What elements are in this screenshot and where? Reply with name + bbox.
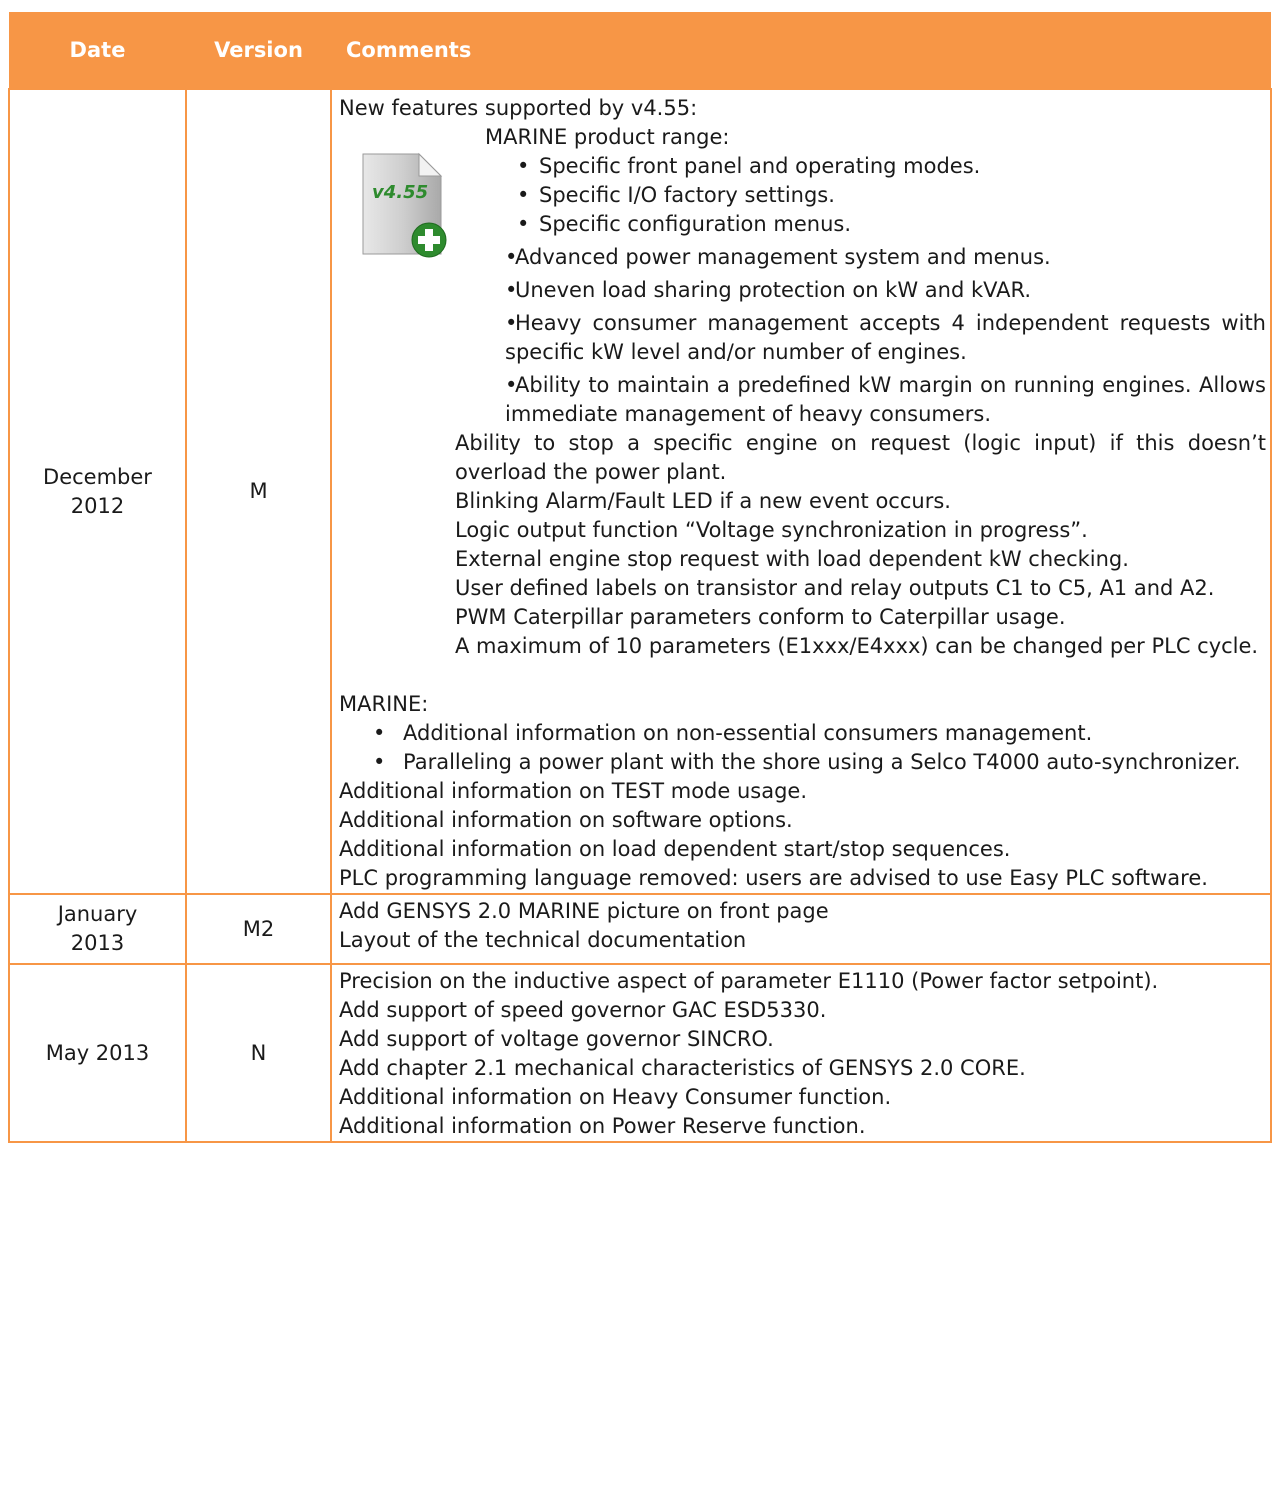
revision-history-table: [8, 12, 1272, 1143]
marine-title: MARINE:: [339, 692, 429, 716]
table-row: [9, 89, 1271, 894]
date-text: December 2012: [43, 464, 152, 518]
list-item: User defined labels on transistor and relay outputs C1 to C5, A1 and A2.: [455, 576, 1215, 600]
list-item: Logic output function “Voltage synchronization in progress”.: [455, 518, 1088, 542]
list-item: • Specific front panel and operating modes.: [517, 152, 1266, 181]
list-item: Add GENSYS 2.0 MARINE picture on front page: [339, 899, 829, 923]
list-item: Additional information on TEST mode usage.: [339, 779, 808, 803]
list-item: Add chapter 2.1 mechanical characteristics of GENSYS 2.0 CORE.: [339, 1056, 1026, 1080]
row-comments: [331, 89, 1271, 894]
list-item: •Advanced power management system and menus.: [505, 245, 1051, 269]
list-item: Add support of voltage governor SINCRO.: [339, 1027, 774, 1051]
list-item: Additional information on Power Reserve function.: [339, 1114, 866, 1138]
table-row: [9, 964, 1271, 1142]
marine-list: [339, 719, 1266, 777]
list-item: A maximum of 10 parameters (E1xxx/E4xxx) can be changed per PLC cycle.: [455, 634, 1259, 658]
list-item: • Specific configuration menus.: [517, 210, 1266, 239]
table-header-row: [9, 12, 1271, 89]
header-date: Date: [9, 12, 186, 89]
document-plus-icon: [355, 146, 455, 266]
list-item: Precision on the inductive aspect of parameter E1110 (Power factor setpoint).: [339, 969, 1159, 993]
list-item: PWM Caterpillar parameters conform to Caterpillar usage.: [455, 605, 1066, 629]
row-date: [9, 89, 186, 894]
list-item: • Additional information on non-essential consumers management.: [373, 719, 1266, 748]
list-item: • Paralleling a power plant with the shore using a Selco T4000 auto-synchronizer.: [373, 748, 1266, 777]
row-version: M: [186, 89, 331, 894]
intro-text: New features supported by v4.55:: [339, 96, 698, 120]
row-comments: [331, 964, 1271, 1142]
list-item: Additional information on Heavy Consumer function.: [339, 1085, 892, 1109]
list-item: • Specific I/O factory settings.: [517, 181, 1266, 210]
list-item: •Ability to maintain a predefined kW margin on running engines. Allows immediate management of heavy consumers.: [505, 373, 1266, 426]
list-item: Additional information on load dependent start/stop sequences.: [339, 837, 1011, 861]
list-item: Add support of speed governor GAC ESD5330.: [339, 998, 827, 1022]
list-item: •Uneven load sharing protection on kW and kVAR.: [505, 278, 1032, 302]
row-comments: [331, 894, 1271, 964]
list-item: Additional information on software options.: [339, 808, 793, 832]
header-version: Version: [186, 12, 331, 89]
tail-list: [339, 777, 1266, 893]
list-item: •Heavy consumer management accepts 4 independent requests with specific kW level and/or number of engines.: [505, 311, 1266, 364]
row-version: M2: [186, 894, 331, 964]
icon-version-label: v4.55: [372, 182, 429, 203]
row-date: [9, 894, 186, 964]
list-item: Ability to stop a specific engine on request (logic input) if this doesn’t overload the power plant.: [455, 431, 1266, 484]
row-date: May 2013: [9, 964, 186, 1142]
date-text: January 2013: [57, 902, 138, 955]
range-list-a: [465, 152, 1266, 239]
header-comments: Comments: [331, 12, 1271, 89]
table-row: [9, 894, 1271, 964]
feature-block: [455, 123, 1266, 429]
range-title: MARINE product range:: [485, 125, 730, 149]
row-version: N: [186, 964, 331, 1142]
range-list-b: [463, 243, 1266, 429]
list-item: PLC programming language removed: users are advised to use Easy PLC software.: [339, 866, 1208, 890]
list-item: Layout of the technical documentation: [339, 928, 747, 952]
post-list: [455, 429, 1266, 661]
list-item: External engine stop request with load dependent kW checking.: [455, 547, 1129, 571]
list-item: Blinking Alarm/Fault LED if a new event occurs.: [455, 489, 951, 513]
